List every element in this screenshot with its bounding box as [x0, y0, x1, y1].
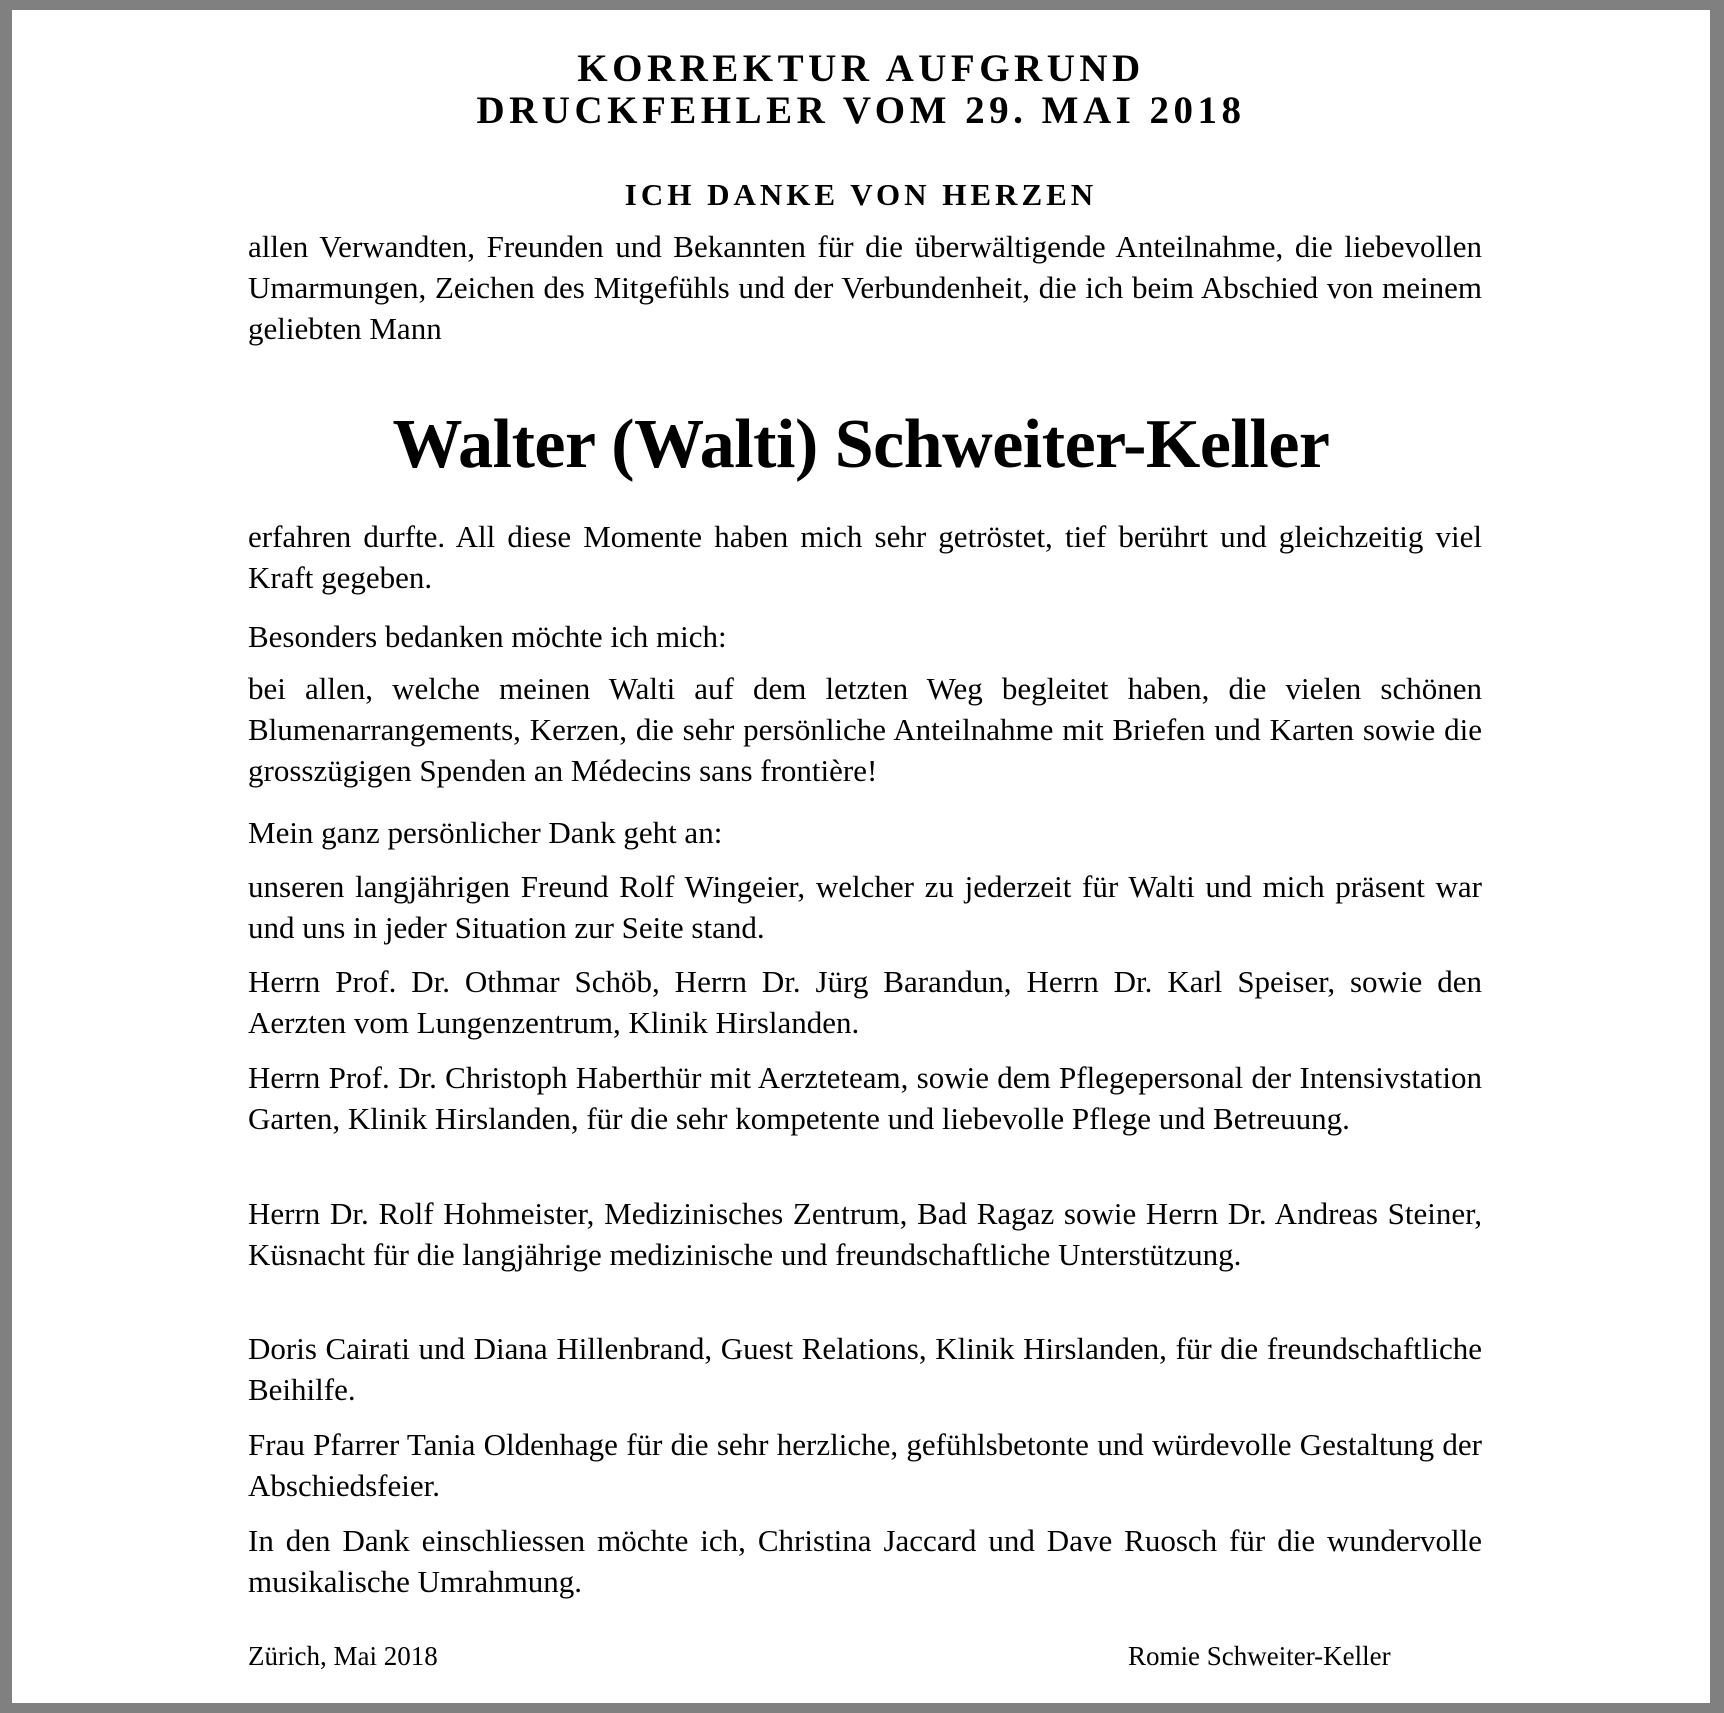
body-block-1	[248, 516, 1482, 598]
paragraph-lung-center: Herrn Prof. Dr. Othmar Schöb, Herrn Dr. Jürg Barandun, Herrn Dr. Karl Speiser, sowie den Aerzten vom Lungenzentrum, Klinik Hirslanden.	[248, 964, 1482, 1040]
thanks-heading: ICH DANKE VON HERZEN	[624, 177, 1098, 212]
correction-heading	[12, 48, 1710, 132]
deceased-name: Walter (Walti) Schweiter-Keller	[392, 406, 1330, 483]
correction-heading-line-1: KORREKTUR AUFGRUND	[577, 47, 1145, 90]
place-date: Zürich, Mai 2018	[248, 1641, 438, 1671]
body-block-6	[248, 961, 1482, 1043]
paragraph-intensive-care: Herrn Prof. Dr. Christoph Haberthür mit Aerzteteam, sowie dem Pflegepersonal der Intensivstation Garten, Klinik Hirslanden, für die sehr kompetente und liebevolle Pflege und Betreuung.	[248, 1060, 1482, 1136]
body-block-2	[248, 616, 1482, 657]
body-block-9	[248, 1328, 1482, 1410]
paragraph-medical-support: Herrn Dr. Rolf Hohmeister, Medizinisches Zentrum, Bad Ragaz sowie Herrn Dr. Andreas Steiner, Küsnacht für die langjährige medizinische und freundschaftliche Unterstützung.	[248, 1196, 1482, 1272]
paragraph-special-thanks-intro: Besonders bedanken möchte ich mich:	[248, 619, 727, 654]
paragraph-guest-relations: Doris Cairati und Diana Hillenbrand, Guest Relations, Klinik Hirslanden, für die freundschaftliche Beihilfe.	[248, 1331, 1482, 1407]
body-block-7	[248, 1057, 1482, 1139]
correction-heading-line-2: DRUCKFEHLER VOM 29. MAI 2018	[476, 89, 1246, 132]
body-block-8	[248, 1193, 1482, 1275]
paragraph-personal-thanks-intro: Mein ganz persönlicher Dank geht an:	[248, 815, 723, 850]
notice-page	[12, 10, 1710, 1703]
paragraph-music: In den Dank einschliessen möchte ich, Christina Jaccard und Dave Ruosch für die wundervolle musikalische Umrahmung.	[248, 1523, 1482, 1599]
signature: Romie Schweiter-Keller	[1128, 1641, 1391, 1671]
intro-block	[248, 226, 1482, 349]
body-block-5	[248, 866, 1482, 948]
paragraph-flowers-donations: bei allen, welche meinen Walti auf dem letzten Weg begleitet haben, die vielen schönen Blumenarrangements, Kerzen, die sehr persönliche Anteilnahme mit Briefen und Karten sowie die grosszügigen Spenden an Médecins sans frontière!	[248, 671, 1482, 788]
paragraph-pastor: Frau Pfarrer Tania Oldenhage für die sehr herzliche, gefühlsbetonte und würdevolle Gestaltung der Abschiedsfeier.	[248, 1427, 1482, 1503]
intro-paragraph: allen Verwandten, Freunden und Bekannten für die überwältigende Anteilnahme, die liebevollen Umarmungen, Zeichen des Mitgefühls und der Verbundenheit, die ich beim Abschied von meinem geliebten Mann	[248, 229, 1482, 346]
body-block-4	[248, 812, 1482, 853]
body-block-11	[248, 1520, 1482, 1602]
paragraph-experienced: erfahren durfte. All diese Momente haben mich sehr getröstet, tief berührt und gleichzeitig viel Kraft gegeben.	[248, 519, 1482, 595]
body-block-3	[248, 668, 1482, 791]
body-block-10	[248, 1424, 1482, 1506]
paragraph-rolf-wingeier: unseren langjährigen Freund Rolf Wingeier, welcher zu jederzeit für Walti und mich präsent war und uns in jeder Situation zur Seite stand.	[248, 869, 1482, 945]
